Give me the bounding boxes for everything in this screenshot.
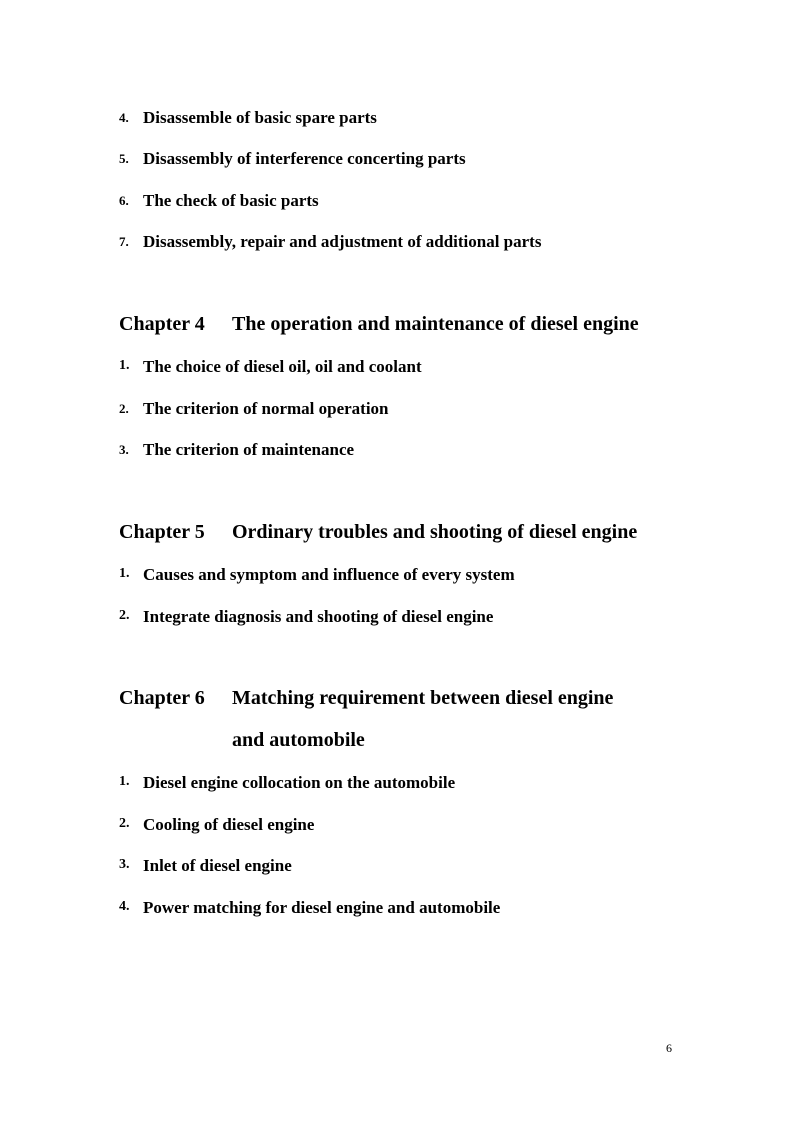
chapter-4-label: Chapter 4 xyxy=(119,313,205,335)
list-item-number: 1. xyxy=(119,358,130,373)
list-item-text: Disassembly of interference concerting parts xyxy=(143,149,466,168)
chapter-6-title-line-2: and automobile xyxy=(232,729,365,751)
chapter-5-title: Ordinary troubles and shooting of diesel engine xyxy=(232,521,638,543)
list-item-number: 5. xyxy=(119,151,129,166)
list-item-text: The choice of diesel oil, oil and coolant xyxy=(143,357,422,376)
list-item-number: 3. xyxy=(119,857,130,872)
page-number: 6 xyxy=(666,1041,672,1055)
list-item-text: Causes and symptom and influence of every system xyxy=(143,565,515,584)
list-item-text: The check of basic parts xyxy=(143,191,319,210)
chapter-6-title-line-1: Matching requirement between diesel engine xyxy=(232,687,614,709)
list-item-text: Inlet of diesel engine xyxy=(143,856,292,875)
list-item-text: The criterion of maintenance xyxy=(143,440,355,459)
list-item-text: Power matching for diesel engine and automobile xyxy=(143,898,501,917)
list-item-number: 6. xyxy=(119,193,129,208)
list-item-text: Disassemble of basic spare parts xyxy=(143,108,377,127)
list-item-number: 2. xyxy=(119,608,130,623)
list-item-number: 3. xyxy=(119,442,129,457)
chapter-5-label: Chapter 5 xyxy=(119,521,205,543)
list-item-number: 2. xyxy=(119,401,129,416)
list-item-number: 7. xyxy=(119,234,129,249)
list-item-number: 4. xyxy=(119,899,130,914)
list-item-text: Disassembly, repair and adjustment of additional parts xyxy=(143,232,542,251)
list-item-text: Cooling of diesel engine xyxy=(143,815,315,834)
chapter-4-title: The operation and maintenance of diesel engine xyxy=(232,313,639,335)
list-item-number: 1. xyxy=(119,774,130,789)
list-item-text: The criterion of normal operation xyxy=(143,399,389,418)
list-item-text: Integrate diagnosis and shooting of diesel engine xyxy=(143,607,494,626)
list-item-text: Diesel engine collocation on the automobile xyxy=(143,773,456,792)
list-item-number: 4. xyxy=(119,110,129,125)
list-item-number: 1. xyxy=(119,566,130,581)
list-item-number: 2. xyxy=(119,816,130,831)
chapter-6-label: Chapter 6 xyxy=(119,687,205,709)
